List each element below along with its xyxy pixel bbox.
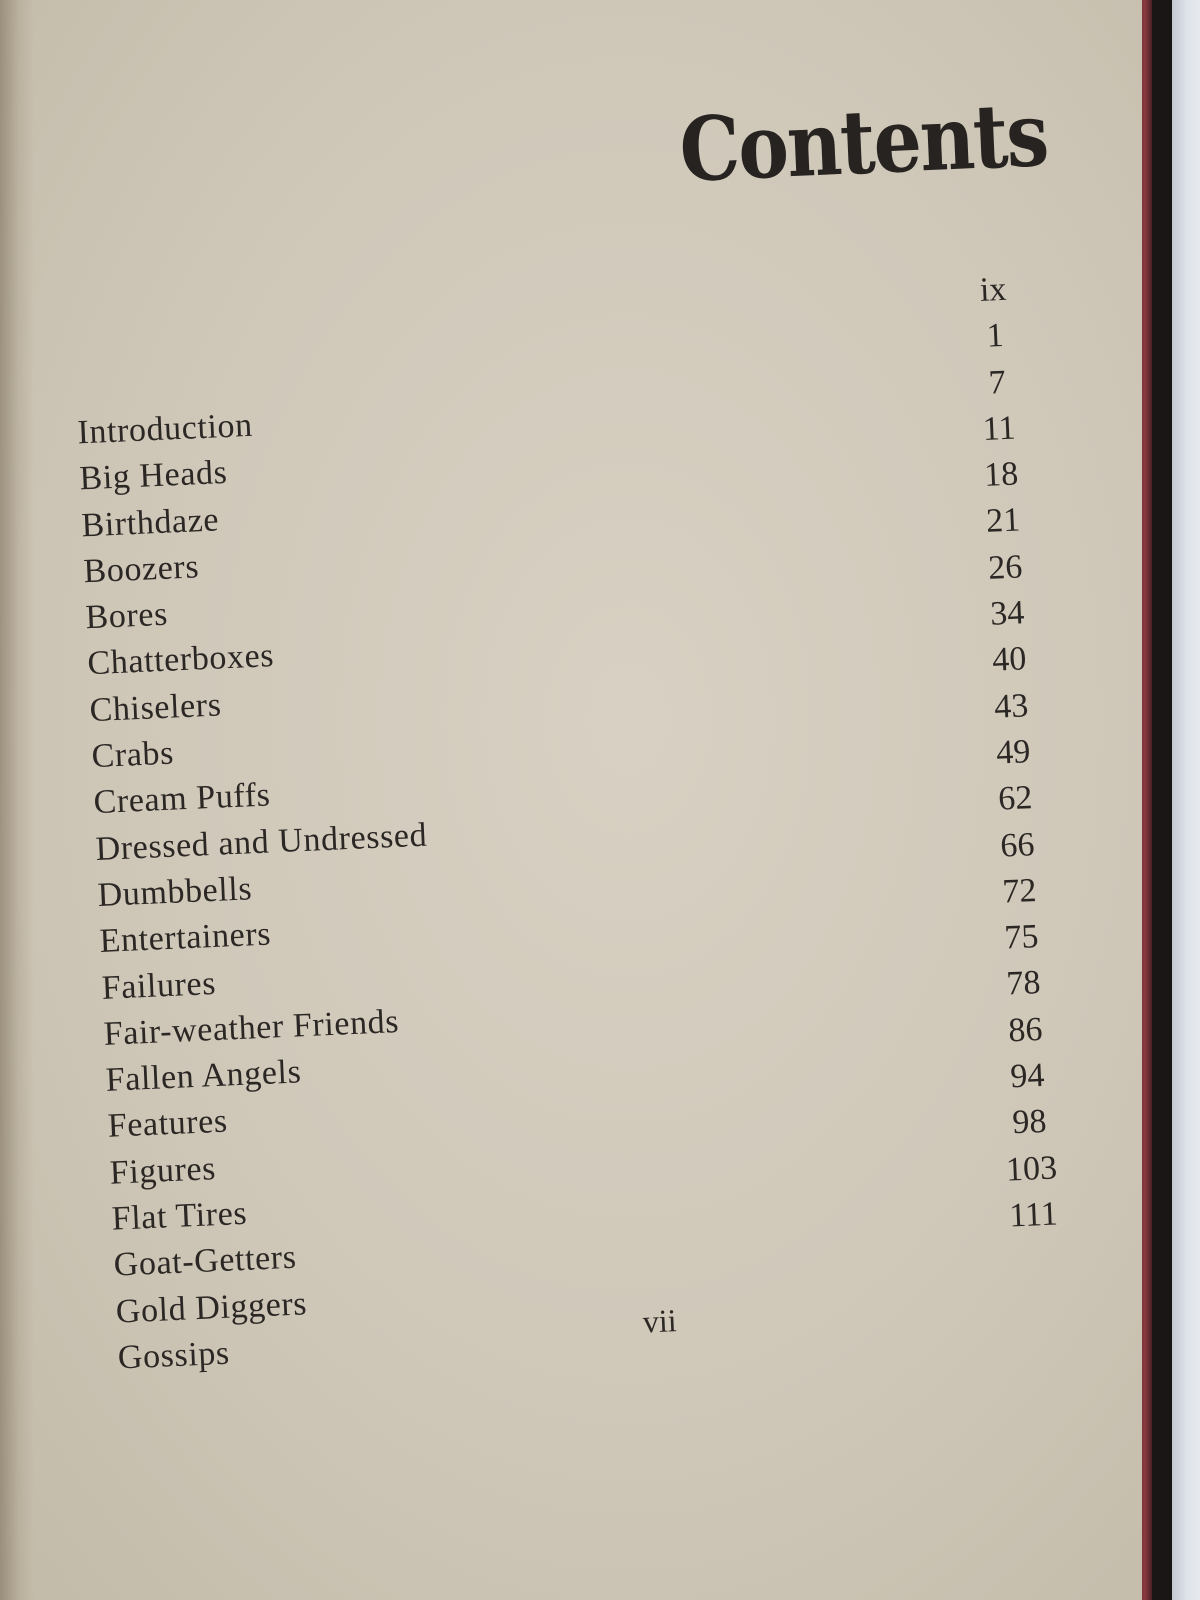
page-number-column [937, 265, 1089, 1241]
chapter-title: Crabs [90, 734, 175, 776]
chapter-title: Bores [84, 595, 169, 637]
chapter-title: Goat-Getters [113, 1239, 298, 1284]
chapter-title: Cream Puffs [92, 776, 272, 822]
page-number: 7 [987, 363, 1007, 402]
page-number: 40 [991, 640, 1028, 680]
chapter-title: Figures [108, 1149, 217, 1192]
page-number: 111 [1008, 1195, 1059, 1235]
chapter-title: Gold Diggers [115, 1284, 308, 1331]
page-number: 66 [999, 825, 1036, 865]
chapter-title: Entertainers [98, 915, 272, 961]
chapter-title: Birthdaze [80, 500, 220, 544]
chapter-title: Features [106, 1103, 229, 1146]
page-number: 21 [985, 501, 1022, 541]
chapter-title: Gossips [117, 1334, 231, 1377]
chapter-title: Dumbbells [96, 870, 253, 914]
chapter-title: Failures [100, 964, 217, 1007]
page-number: 62 [997, 779, 1034, 818]
page-title: Contents [677, 81, 1050, 202]
page-number: 98 [1011, 1103, 1048, 1142]
chapter-title: Fair-weather Friends [102, 1002, 400, 1053]
page-number: 72 [1001, 871, 1038, 911]
page-number: 94 [1009, 1056, 1046, 1096]
page-number: 75 [1003, 918, 1040, 957]
page-number: ix [979, 270, 1008, 309]
chapter-title: Boozers [82, 548, 200, 591]
page-number: 26 [987, 548, 1024, 587]
page-number: 1 [985, 317, 1005, 355]
page-number: 78 [1005, 964, 1042, 1003]
background-surface [1168, 0, 1200, 1600]
chapter-title: Dressed and Undressed [94, 816, 428, 868]
page-number: 49 [995, 733, 1032, 772]
page-number: 43 [993, 686, 1030, 726]
page-number: 86 [1007, 1010, 1044, 1050]
chapter-title: Fallen Angels [104, 1053, 303, 1099]
page-number: 103 [1005, 1149, 1058, 1189]
chapter-title: Chatterboxes [86, 637, 275, 683]
folio-page-number: vii [642, 1302, 678, 1340]
chapter-list [77, 396, 451, 1382]
chapter-title: Introduction [76, 406, 254, 452]
chapter-title: Big Heads [78, 454, 229, 498]
chapter-title: Chiselers [88, 686, 223, 729]
page-number: 18 [983, 455, 1019, 495]
page-number: 11 [982, 409, 1017, 448]
chapter-title: Flat Tires [111, 1194, 248, 1238]
page-number: 34 [989, 594, 1026, 633]
